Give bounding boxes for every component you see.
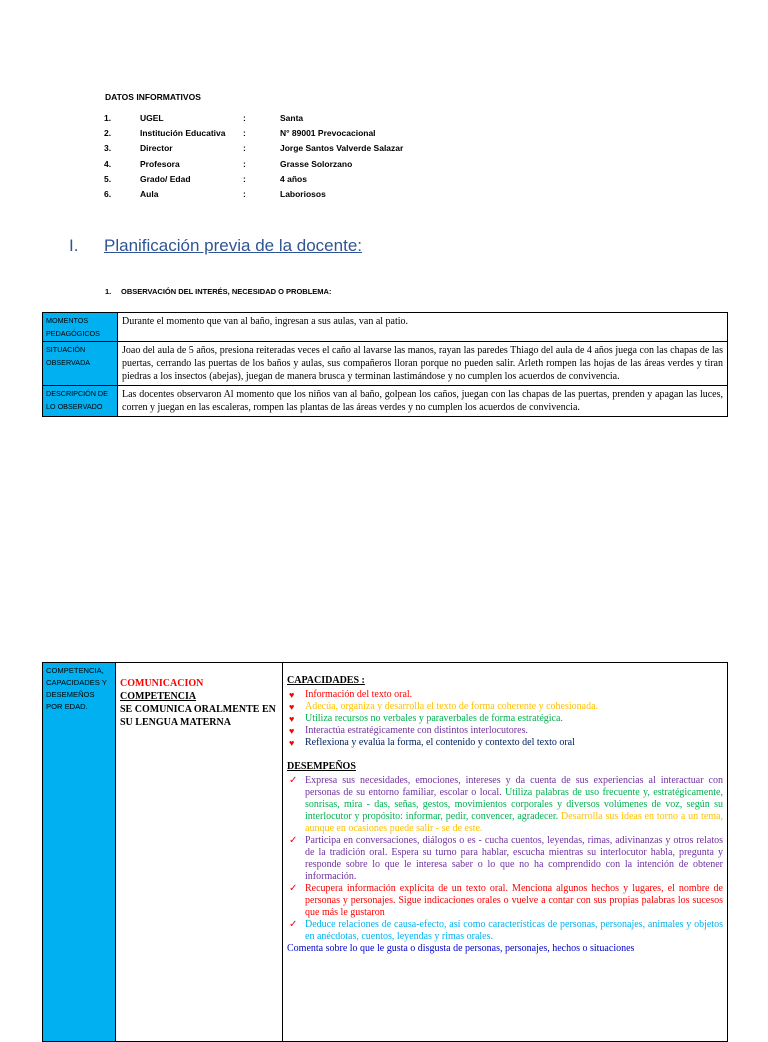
- capacidades-list: [287, 689, 723, 749]
- competencia-label-cell: [43, 663, 116, 1042]
- capacidad-text: Utiliza recursos no verbales y paraverbales de forma estratégica.: [305, 713, 563, 724]
- capacidad-text: Reflexiona y evalúa la forma, el contenido y contexto del texto oral: [305, 737, 575, 748]
- section-heading: [69, 236, 362, 256]
- observation-row-label: DESCRIPCIÓN DE LO OBSERVADO: [43, 386, 118, 417]
- capacidad-text: Información del texto oral.: [305, 689, 413, 700]
- datos-row-value: N° 89001 Prevocacional: [280, 128, 376, 139]
- datos-row-label: UGEL: [140, 113, 164, 123]
- capacidad-item: [287, 737, 723, 749]
- desempeno-text: Recupera información explícita de un texto oral.: [305, 883, 513, 894]
- competencia-label: COMPETENCIA, CAPACIDADES Y DESEMEÑOS POR EDAD.: [46, 666, 107, 711]
- desempeno-text: Menciona algunos hechos y lugares, el nombre de personas y personajes.: [305, 883, 723, 906]
- desempeno-text: Desarrolla sus ideas en torno a un tema, aunque en ocasiones puede salir - se de este.: [305, 811, 723, 834]
- observation-row-value: Joao del aula de 5 años, presiona reiteradas veces el caño al lavarse las manos, rayan las paredes Thiago del aula de 4 años juega con las chapas de las puertas, cerrando las puertas de los baños y aulas, sus compañeros lloran porque no pueden salir. Arleth rompen las hojas de las áreas verdes y tiran piedras a los insectos (abejas), juegan de manera brusca y terminan lastimándose y no cumplen los acuerdos de convivencia.: [118, 342, 728, 386]
- desempenos-title: DESEMPEÑOS: [287, 761, 356, 772]
- capacidad-item: [287, 701, 723, 713]
- competencia-name: SE COMUNICA ORALMENTE EN SU LENGUA MATERNA: [120, 704, 276, 728]
- desempeno-text: Expresa sus necesidades, emociones, intereses y da cuenta de sus experiencias al interactuar con personas de su entorno familiar, escolar o local.: [305, 775, 723, 798]
- datos-informativos-title: DATOS INFORMATIVOS: [105, 92, 201, 102]
- capacidad-item: [287, 689, 723, 701]
- datos-row-number: 1.: [104, 113, 112, 123]
- datos-row-value: Grasse Solorzano: [280, 158, 353, 169]
- observation-row: [43, 386, 728, 417]
- capacidad-item: [287, 713, 723, 725]
- observation-heading: [105, 287, 331, 296]
- observation-table: [42, 312, 728, 417]
- desempeno-text: Espera su turno para hablar, escucha mientras su interlocutor habla, pregunta y responde sobre lo que le interesa saber o lo que no ha comprendido con la intención de obtener información.: [305, 847, 723, 882]
- datos-row-value: 4 años: [280, 173, 307, 184]
- capacidad-text: Adecúa, organiza y desarrolla el texto de forma coherente y cohesionada.: [305, 701, 599, 712]
- datos-row-value: Laboriosos: [280, 189, 326, 199]
- datos-row-colon: :: [243, 189, 246, 199]
- datos-row-number: 4.: [104, 158, 112, 169]
- desempeno-text: Sigue indicaciones orales o vuelve a contar con sus propias palabras los sucesos que más le gustaron: [305, 895, 723, 918]
- desempeno-text: Utiliza palabras de uso frecuente y, estratégicamente, sonrisas, mira - das, señas, gestos, movimientos corporales y diversos volúmenes de voz, según su interlocutor y propósito: informar, pedir, convencer, agradecer.: [305, 787, 723, 822]
- datos-row-value: Jorge Santos Valverde Salazar: [280, 143, 404, 154]
- detail-cell: [283, 663, 728, 1042]
- competencia-heading: COMPETENCIA: [120, 691, 197, 702]
- capacidades-title: CAPACIDADES :: [287, 675, 365, 686]
- capacidad-item: [287, 725, 723, 737]
- datos-row-label: Grado/ Edad: [140, 173, 191, 184]
- desempeno-item: [287, 919, 723, 943]
- datos-row-number: 5.: [104, 173, 112, 184]
- section-number: I.: [69, 236, 79, 255]
- check-bullet-icon: ✓: [289, 835, 298, 846]
- datos-row-colon: :: [243, 113, 246, 123]
- area-name: COMUNICACION: [120, 678, 204, 689]
- datos-row-value: Santa: [280, 113, 304, 123]
- datos-row-label: Director: [140, 143, 173, 154]
- datos-row-colon: :: [243, 128, 246, 139]
- observation-row-label: SITUACIÓN OBSERVADA: [43, 342, 118, 386]
- observation-row-label: MOMENTOS PEDAGÓGICOS: [43, 313, 118, 342]
- observation-title: OBSERVACIÓN DEL INTERÉS, NECESIDAD O PROBLEMA:: [121, 287, 332, 296]
- desempeno-item: [287, 883, 723, 919]
- desempeno-text: Participa en conversaciones, diálogos o es - cucha cuentos, leyendas, rimas, adivinanzas y otros relatos de la tradición oral.: [305, 835, 723, 858]
- competencia-table: [42, 662, 728, 1042]
- desempenos-list: [287, 775, 723, 943]
- datos-row-colon: :: [243, 158, 246, 169]
- check-bullet-icon: ✓: [289, 883, 298, 894]
- capacidad-text: Interactúa estratégicamente con distintos interlocutores.: [305, 725, 528, 736]
- desempeno-item: [287, 835, 723, 883]
- check-bullet-icon: ✓: [289, 775, 298, 786]
- datos-row-colon: :: [243, 173, 246, 184]
- observation-number: 1.: [105, 287, 112, 296]
- desempeno-tail: Comenta sobre lo que le gusta o disgusta de personas, personajes, hechos o situaciones: [287, 943, 635, 954]
- datos-row-label: Institución Educativa: [140, 128, 226, 139]
- datos-row-number: 6.: [104, 189, 112, 199]
- datos-row-label: Aula: [140, 189, 159, 199]
- observation-row-value: Durante el momento que van al baño, ingresan a sus aulas, van al patio.: [118, 313, 728, 342]
- section-title: Planificación previa de la docente:: [104, 236, 362, 255]
- check-bullet-icon: ✓: [289, 919, 298, 930]
- observation-row: [43, 342, 728, 386]
- datos-row-label: Profesora: [140, 158, 180, 169]
- competencia-cell: [116, 663, 283, 1042]
- desempeno-item: [287, 775, 723, 835]
- datos-row-colon: :: [243, 143, 246, 154]
- heart-bullet-icon: ♥: [289, 726, 295, 736]
- observation-row-value: Las docentes observaron Al momento que los niños van al baño, golpean los caños, juegan con las chapas de las puertas, prenden y apagan las luces, corren y juegan en las escaleras, rompen las plantas de las áreas verdes y no cumplen los acuerdos de convivencia.: [118, 386, 728, 417]
- datos-row-number: 3.: [104, 143, 112, 154]
- heart-bullet-icon: ♥: [289, 690, 295, 700]
- heart-bullet-icon: ♥: [289, 714, 295, 724]
- heart-bullet-icon: ♥: [289, 738, 295, 748]
- desempeno-text: Deduce relaciones de causa-efecto, así como características de personas, personajes, animales y objetos en anécdotas, cuentos, leyendas y rimas orales.: [305, 919, 723, 942]
- datos-row-number: 2.: [104, 128, 112, 139]
- heart-bullet-icon: ♥: [289, 702, 295, 712]
- observation-row: [43, 313, 728, 342]
